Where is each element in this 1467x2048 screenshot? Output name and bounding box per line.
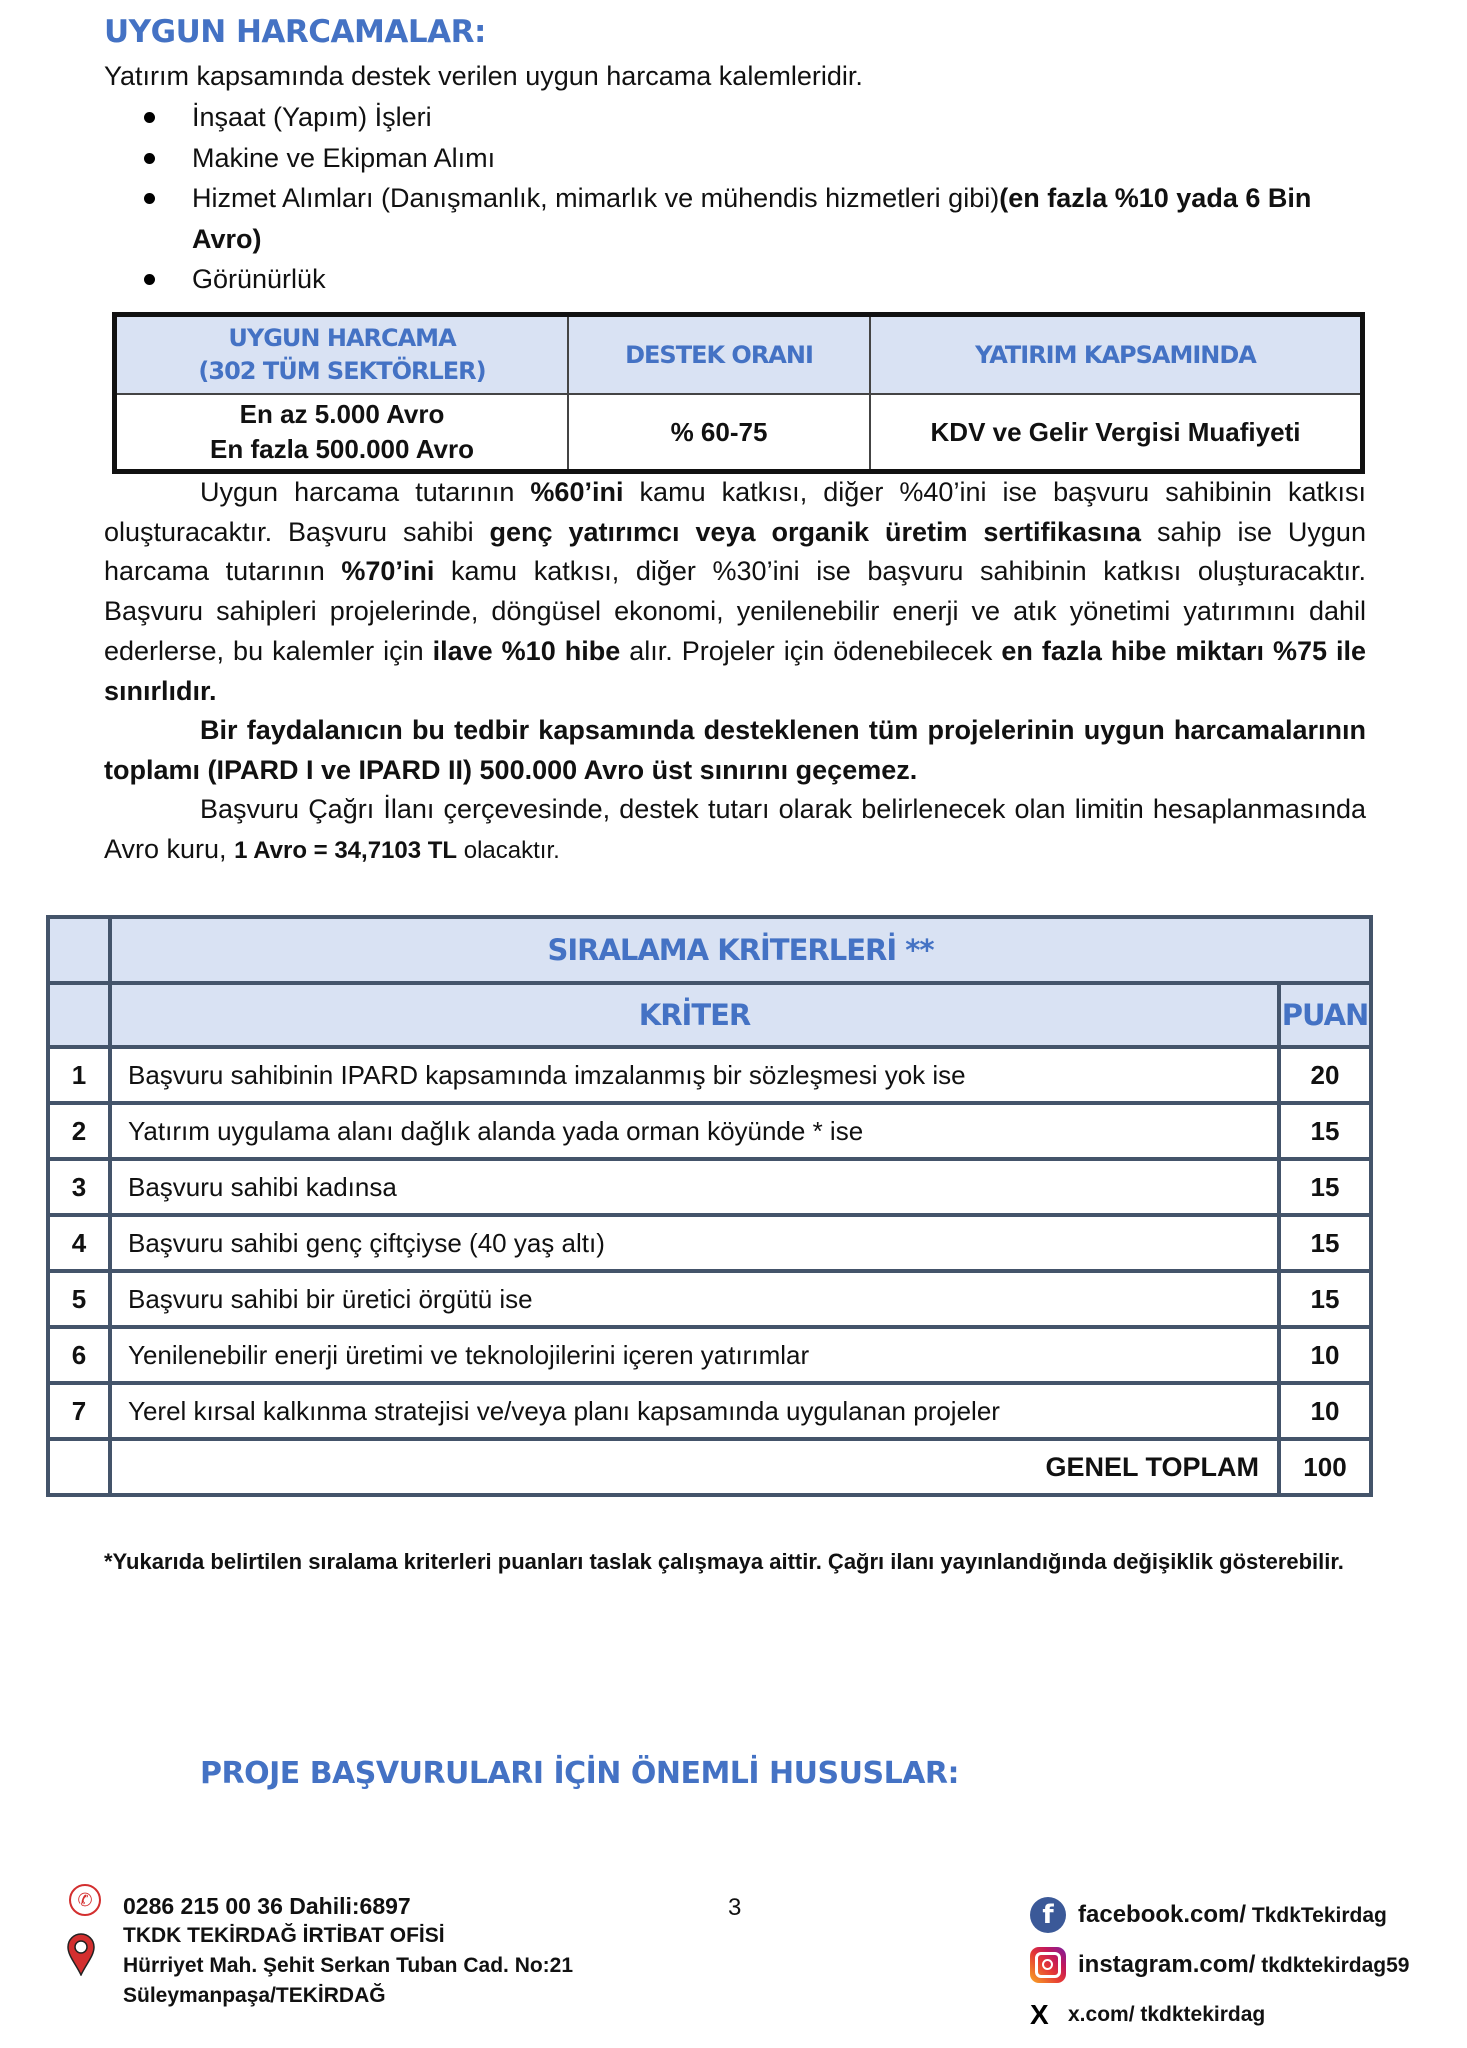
x-icon: X bbox=[1030, 1999, 1049, 2030]
contact-info bbox=[123, 1891, 573, 2011]
support-rate-table bbox=[112, 312, 1365, 474]
phone-number: 0286 215 00 36 Dahili:6897 bbox=[123, 1893, 411, 1919]
footnote: *Yukarıda belirtilen sıralama kriterleri puanları taslak çalışmaya aittir. Çağrı ilanı yayınlandığında değişiklik gösterebilir. bbox=[104, 1549, 1344, 1574]
phone-icon: ✆ bbox=[69, 1884, 101, 1916]
service-limit-note: (en fazla %10 yada 6 Bin Avro) bbox=[192, 183, 1312, 254]
instagram-link[interactable]: instagram.com/ tkdktekirdag59 bbox=[1030, 1940, 1409, 1990]
instagram-icon bbox=[1030, 1947, 1066, 1983]
table-row: 1 Başvuru sahibinin IPARD kapsamında imzalanmış bir sözleşmesi yok ise 20 bbox=[48, 1047, 1371, 1103]
ranking-table-title: SIRALAMA KRİTERLERİ ** bbox=[110, 917, 1371, 983]
header-investment-scope: YATIRIM KAPSAMINDA bbox=[870, 315, 1363, 395]
beneficiary-limit-paragraph: Bir faydalanıcın bu tedbir kapsamında desteklenen tüm projelerinin uygun harcamalarının toplamı (IPARD I ve IPARD II) 500.000 Avro üst sınırını geçemez. bbox=[104, 715, 1366, 785]
cell-support-rate: % 60-75 bbox=[568, 394, 870, 472]
location-pin-icon bbox=[66, 1932, 96, 1976]
header-support-rate: DESTEK ORANI bbox=[568, 315, 870, 395]
table-row: 3 Başvuru sahibi kadınsa 15 bbox=[48, 1159, 1371, 1215]
address-line-2: Süleymanpaşa/TEKİRDAĞ bbox=[123, 1984, 386, 2007]
eligible-expenses-list bbox=[140, 97, 1370, 300]
table-row: 7 Yerel kırsal kalkınma stratejisi ve/veya planı kapsamında uygulanan projeler 10 bbox=[48, 1383, 1371, 1439]
contribution-paragraph: Uygun harcama tutarının %60’ini kamu katkısı, diğer %40’ini ise başvuru sahibinin katkısı oluşturacaktır. Başvuru sahibi genç yatırımcı veya organik üretim sertifikasına sahip ise Uygun harcama tutarının %70’ini kamu katkısı, diğer %30’ini ise başvuru sahibinin katkısı oluşturacaktır. Başvuru sahipleri projelerinde, döngüsel ekonomi, yenilenebilir enerji ve atık yönetimi yatırımını dahil ederlerse, bu kalemler için ilave %10 hibe alır. Projeler için ödenebilecek en fazla hibe miktarı %75 ile sınırlıdır. bbox=[104, 477, 1366, 706]
list-item: Hizmet Alımları (Danışmanlık, mimarlık ve mühendis hizmetleri gibi)(en fazla %10 yada 6 Bin Avro) bbox=[140, 178, 1370, 259]
cell-investment-scope: KDV ve Gelir Vergisi Muafiyeti bbox=[870, 394, 1363, 472]
social-links bbox=[1030, 1890, 1409, 2040]
table-row: 6 Yenilenebilir enerji üretimi ve teknolojilerini içeren yatırımlar 10 bbox=[48, 1327, 1371, 1383]
header-eligible-expense: UYGUN HARCAMA (302 TÜM SEKTÖRLER) bbox=[115, 315, 569, 395]
x-link[interactable]: X x.com/ tkdktekirdag bbox=[1030, 1999, 1266, 2030]
facebook-icon: f bbox=[1030, 1897, 1066, 1933]
header-criterion: KRİTER bbox=[110, 983, 1279, 1047]
table-row: 2 Yatırım uygulama alanı dağlık alanda yada orman köyünde * ise 15 bbox=[48, 1103, 1371, 1159]
exchange-rate-paragraph: Başvuru Çağrı İlanı çerçevesinde, destek tutarı olarak belirlenecek olan limitin hesaplanmasında Avro kuru, 1 Avro = 34,7103 TL olacaktır. bbox=[104, 794, 1366, 864]
cell-amount-range: En az 5.000 Avro En fazla 500.000 Avro bbox=[115, 394, 569, 472]
total-label: GENEL TOPLAM bbox=[110, 1439, 1279, 1495]
ranking-criteria-table bbox=[46, 915, 1373, 1497]
header-points: PUAN bbox=[1279, 983, 1371, 1047]
total-row bbox=[48, 1439, 1371, 1495]
list-item: İnşaat (Yapım) İşleri bbox=[140, 97, 1370, 138]
page-number: 3 bbox=[728, 1894, 742, 1921]
section-heading-application-notes: PROJE BAŞVURULARI İÇİN ÖNEMLİ HUSUSLAR: bbox=[200, 1756, 960, 1791]
address-line-1: Hürriyet Mah. Şehit Serkan Tuban Cad. No:21 bbox=[123, 1954, 574, 1977]
list-item: Görünürlük bbox=[140, 259, 1370, 300]
intro-text: Yatırım kapsamında destek verilen uygun harcama kalemleridir. bbox=[104, 61, 863, 91]
exchange-rate-value: 1 Avro = 34,7103 TL bbox=[234, 836, 458, 864]
table-row: 4 Başvuru sahibi genç çiftçiyse (40 yaş altı) 15 bbox=[48, 1215, 1371, 1271]
table-row: 5 Başvuru sahibi bir üretici örgütü ise 15 bbox=[48, 1271, 1371, 1327]
facebook-link[interactable]: f facebook.com/ TkdkTekirdag bbox=[1030, 1890, 1409, 1940]
section-heading-eligible-expenses: UYGUN HARCAMALAR: bbox=[104, 14, 486, 50]
office-name: TKDK TEKİRDAĞ İRTİBAT OFİSİ bbox=[123, 1924, 445, 1947]
list-item: Makine ve Ekipman Alımı bbox=[140, 138, 1370, 179]
total-points: 100 bbox=[1279, 1439, 1371, 1495]
